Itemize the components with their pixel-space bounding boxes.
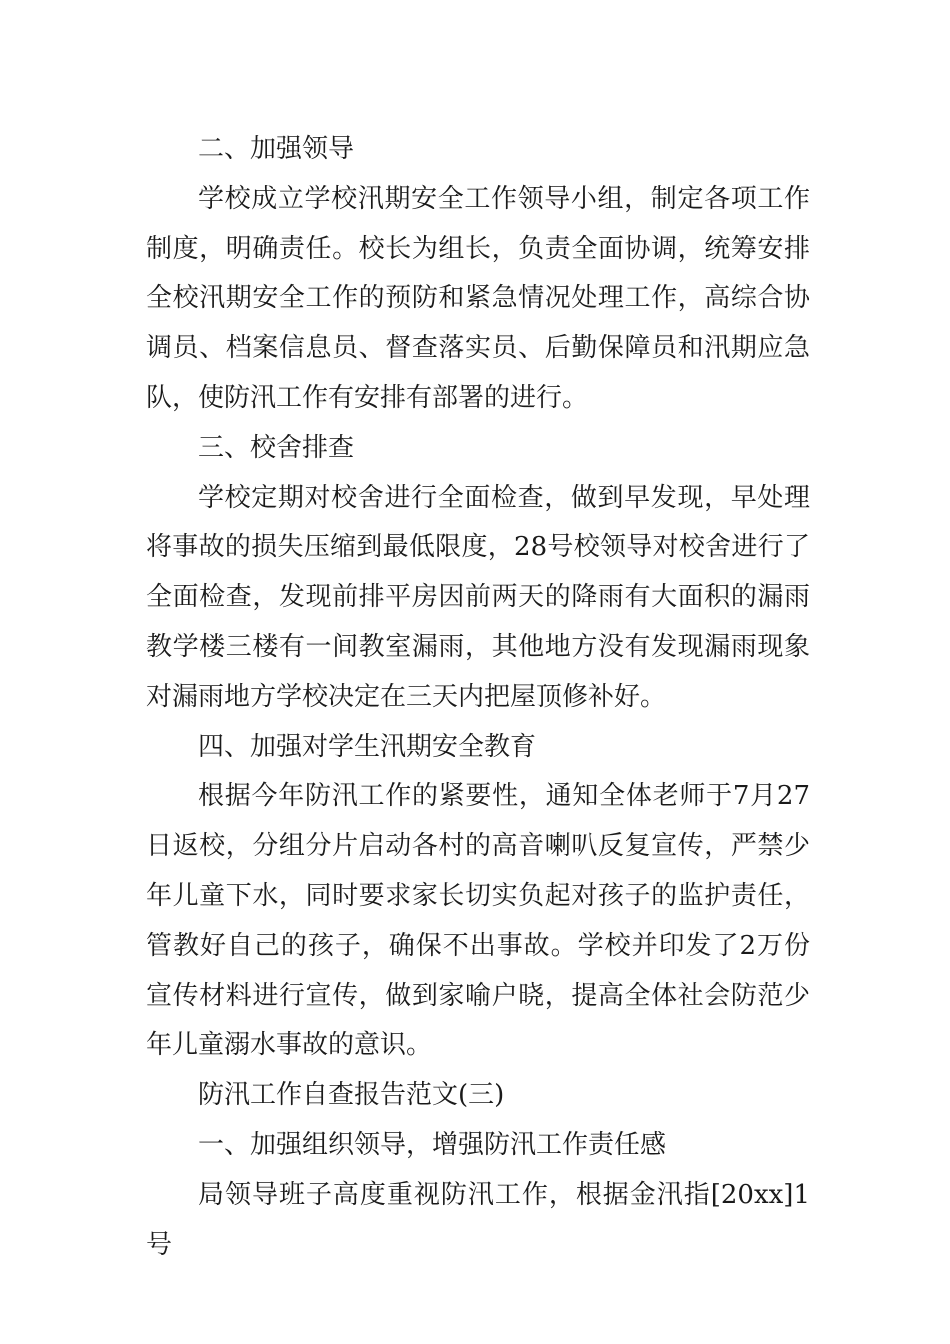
report-title-3: 防汛工作自查报告范文(三) — [198, 1080, 505, 1111]
section-paragraph-3: 学校定期对校舍进行全面检查，做到早发现，早处理将事故的损失压缩到最低限度，28号校领导对校舍进行了全面检查，发现前排平房因前两天的降雨有大面积的漏雨教学楼三楼有一间教室漏雨，其他地方没有发现漏雨现象对漏雨地方学校决定在三天内把屋顶修补好。 — [146, 482, 810, 712]
section-heading-4: 四、加强对学生汛期安全教育 — [198, 731, 537, 762]
section-paragraph-2: 学校成立学校汛期安全工作领导小组，制定各项工作制度，明确责任。校长为组长，负责全面协调，统筹安排全校汛期安全工作的预防和紧急情况处理工作，高综合协调员、档案信息员、督查落实员、后勤保障员和汛期应急队，使防汛工作有安排有部署的进行。 — [146, 183, 810, 413]
section-paragraph-4: 根据今年防汛工作的紧要性，通知全体老师于7月27日返校，分组分片启动各村的高音喇叭反复宣传，严禁少年儿童下水，同时要求家长切实负起对孩子的监护责任，管教好自己的孩子，确保不出事故。学校并印发了2万份宣传材料进行宣传，做到家喻户晓，提高全体社会防范少年儿童溺水事故的意识。 — [146, 781, 810, 1061]
document-body — [146, 125, 810, 1270]
section-paragraph-1: 局领导班子高度重视防汛工作，根据金汛指[20xx]1号 — [146, 1179, 810, 1260]
section-heading-2: 二、加强领导 — [198, 134, 355, 164]
section-heading-3: 三、校舍排查 — [198, 432, 355, 463]
section-heading-1: 一、加强组织领导，增强防汛工作责任感 — [198, 1129, 667, 1160]
